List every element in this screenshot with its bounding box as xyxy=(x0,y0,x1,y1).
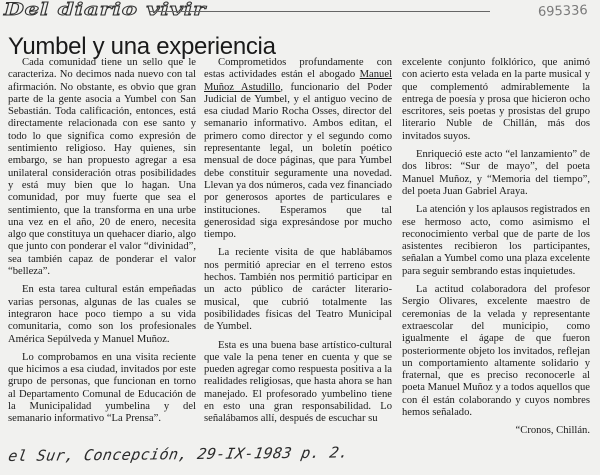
paragraph: La reciente visita de que hablábamos nos permitió apreciar en el terreno estos hechos. También nos permitió participar en un acto público de carácter literario-musical, que cubrió totalmente las posibilidades físicas del Teatro Municipal de Yumbel. xyxy=(204,247,392,333)
paragraph: La atención y los aplausos registrados en ese hermoso acto, como asimismo el reconocimiento verbal que de parte de los asistentes recibieron los participantes, señalan a Yumbel como una plaza excelente para seguir sembrando estas inquietudes. xyxy=(402,204,590,277)
article-column-2 xyxy=(204,57,392,432)
catalog-number: 695336 xyxy=(538,3,589,20)
article-column-3 xyxy=(402,57,590,444)
paragraph: Enriqueció este acto “el lanzamiento” de dos libros: “Sur de mayo”, del poeta Manuel Muñoz, y “Memoria del tiempo”, del poeta Juan Gabriel Araya. xyxy=(402,149,590,197)
paragraph-text: Comprometidos profundamente con estas actividades están el abogado xyxy=(204,57,392,81)
paragraph: La actitud colaboradora del profesor Sergio Olivares, excelente maestro de ceremonias de la velada y representante extraescolar del municipio, como igualmente el ágape de que fueron posteriormente objeto los invitados, reflejan un comportamiento altamente solidario y fraternal, que es preciso reconocerle al poeta Manuel Muñoz y a todos aquellos que con él están colaborando y cuyos nombres hemos señalado. xyxy=(402,284,590,419)
paragraph-text: , funcionario del Poder Judicial de Yumbel, y el antiguo vecino de esa ciudad Mario Rocha Osses, director del semanario informativo. Ambos editan, el primero como director y el segundo como representante legal, un boletín poético mensual de doce páginas, que para Yumbel debe constituir seguramente una novedad. Llevan ya dos números, cada vez financiado por generosos aportes de particulares e instituciones. Esperamos que tal generosidad siga expresándose por mucho tiempo. xyxy=(204,81,392,241)
paragraph: excelente conjunto folklórico, que animó con acierto esta velada en la parte musical y que complementó admirablemente la entrega de poesía y prosa que hicieron ocho escritores, seis poetas y prosistas del grupo literario Nuble de Chillán, más dos invitados suyos. xyxy=(402,57,590,142)
paragraph: Esta es una buena base artístico-cultural que vale la pena tener en cuenta y que se pueden agregar como respuesta positiva a la realidades religiosas, que hasta ahora se han manejado. El profesorado yumbelino tiene en esto una gran responsabilidad. Lo señalábamos allí, después de escuchar su xyxy=(204,339,392,425)
author-credit: “Cronos, Chillán. xyxy=(515,425,590,437)
handwritten-source-note: el Sur, Concepción, 29-IX-1983 p. 2. xyxy=(7,443,351,465)
underlined-name: Manuel Muñoz Astudillo xyxy=(204,69,392,93)
paragraph xyxy=(204,57,392,241)
header-rule xyxy=(150,11,490,12)
paragraph: Lo comprobamos en una visita reciente que hicimos a esa ciudad, invitados por este grupo de personas, que funcionan en torno al Departamento Comunal de Educación de la Municipalidad yumbelina y del semanario informativo “La Prensa”. xyxy=(8,351,196,425)
paragraph: En esta tarea cultural están empeñadas varias personas, algunas de las cuales se integraron hace poco tiempo a su vida comunitaria, como son los profesionales América Sepúlveda y Manuel Muñoz. xyxy=(8,284,196,345)
article-column-1 xyxy=(8,57,196,432)
section-heading: Del diario vivir xyxy=(4,0,206,20)
paragraph: Cada comunidad tiene un sello que le caracteriza. No decimos nada nuevo con tal afirmación. No obstante, es obvio que gran parte de la gente asocia a Yumbel con San Sebastián. Toda calificación, entonces, está directamente relacionada con ese santo y todo lo que significa como expresión de sentimiento religioso. Hay quienes, sin embargo, se han propuesto agregar a esa unilateral consideración otras posibilidades y está muy bien que lo hagan. Una comunidad, por muy fuerte que sea el sentimiento, que la transforma en una urbe una vez en el año, 20 de enero, necesita algo que constituya un quehacer diario, algo que junto con ponderar el valor “divinidad”, sea también capaz de ponderar el valor “belleza”. xyxy=(8,57,196,278)
article-title: Yumbel y una experiencia xyxy=(8,33,276,60)
